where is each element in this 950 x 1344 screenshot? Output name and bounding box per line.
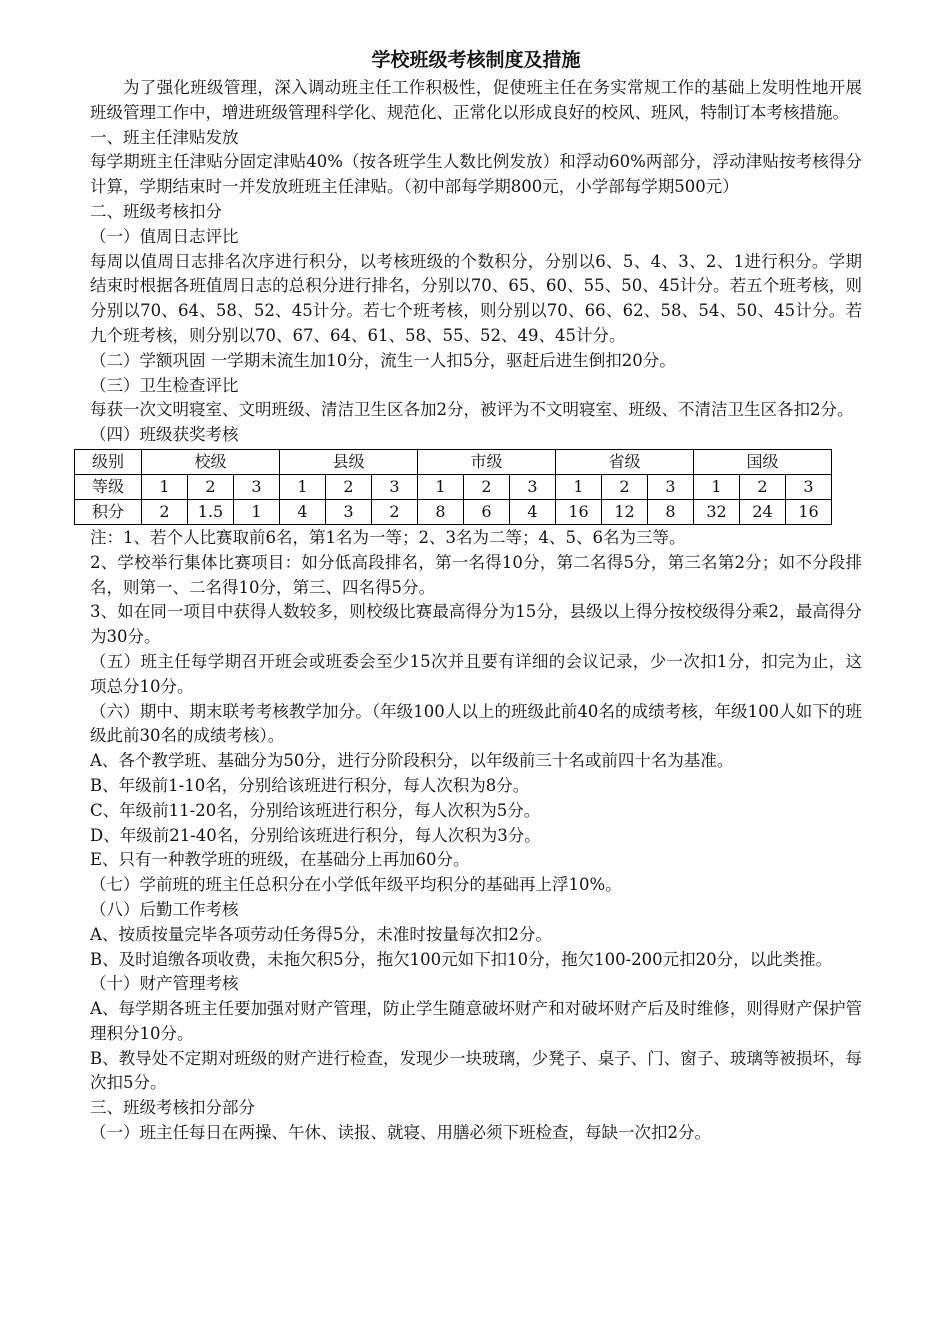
document-page [90,46,862,1146]
level-cell: 国级 [694,449,832,474]
section-2-7: （七）学前班的班主任总积分在小学低年级平均积分的基础再上浮10%。 [90,875,622,895]
grade-cell: 2 [464,474,510,499]
section-2-5: （五）班主任每学期召开班会或班委会至少15次并且要有详细的会议记录，少一次扣1分，扣完为止，这项总分10分。 [90,651,862,696]
grade-cell: 3 [786,474,832,499]
points-cell: 2 [142,499,188,524]
row-label-level: 级别 [75,449,142,474]
section-2-6: （六）期中、期末联考考核教学加分。（年级100人以上的班级此前40名的成绩考核，年级100人如下的班级此前30名的成绩考核）。 [90,701,862,746]
points-cell: 12 [602,499,648,524]
section-2-2: （二）学额巩固 一学期未流生加10分，流生一人扣5分，驱赶后进生倒扣20分。 [90,350,676,370]
document-title: 学校班级考核制度及措施 [371,49,581,71]
section-2-10-item-a: A、每学期各班主任要加强对财产管理，防止学生随意破坏财产和对破坏财产后及时维修，则得财产保护管理积分10分。 [90,999,862,1043]
section-2-8-item-b: B、及时追缴各项收费，未拖欠积5分，拖欠100元如下扣10分，拖欠100-200元扣20分，以此类推。 [90,949,833,969]
grade-cell: 3 [510,474,556,499]
grade-cell: 1 [142,474,188,499]
level-cell: 省级 [556,449,694,474]
level-cell: 县级 [280,449,418,474]
points-cell: 4 [280,499,326,524]
section-2-10-heading: （十）财产管理考核 [90,974,239,994]
grade-cell: 2 [326,474,372,499]
section-2-6-item-c: C、年级前11-20名，分别给该班进行积分，每人次积为5分。 [90,800,541,820]
grade-cell: 1 [556,474,602,499]
section-2-1-body: 每周以值周日志排名次序进行积分，以考核班级的个数积分，分别以6、5、4、3、2、1进行积分。学期结束时根据各班值周日志的总积分进行排名，分别以70、65、60、55、50、45计分。若五个班考核，则分别以70、64、58、52、45计分。若七个班考核，则分别以70、66、62、58、54、50、45计分。若九个班考核，则分别以70、67、64、61、58、55、52、49、45计分。 [90,251,862,345]
table-row-levels [75,449,832,474]
note-2: 2、学校举行集体比赛项目：如分低高段排名，第一名得10分，第二名得5分，第三名第2分；如不分段排名，则第一、二名得10分，第三、四名得5分。 [90,552,862,597]
points-cell: 8 [648,499,694,524]
section-1-body: 每学期班主任津贴分固定津贴40%（按各班学生人数比例发放）和浮动60%两部分，浮动津贴按考核得分计算，学期结束时一并发放班班主任津贴。（初中部每学期800元，小学部每学期500元） [90,152,862,197]
points-cell: 1.5 [188,499,234,524]
note-3: 3、如在同一项目中获得人数较多，则校级比赛最高得分为15分，县级以上得分按校级得分乘2，最高得分为30分。 [90,602,862,647]
intro-paragraph: 为了强化班级管理，深入调动班主任工作积极性，促使班主任在务实常规工作的基础上发明性地开展班级管理工作中，增进班级管理科学化、规范化、正常化以形成良好的校风、班风，特制订本考核措施。 [90,78,862,122]
table-row-grades [75,474,832,499]
level-cell: 市级 [418,449,556,474]
points-cell: 8 [418,499,464,524]
grade-cell: 2 [740,474,786,499]
table-row-points [75,499,832,524]
grade-cell: 3 [372,474,418,499]
section-2-3-body: 每获一次文明寝室、文明班级、清洁卫生区各加2分，被评为不文明寝室、班级、不清洁卫生区各扣2分。 [90,400,854,420]
section-2-8-item-a: A、按质按量完毕各项劳动任务得5分，未准时按量每次扣2分。 [90,924,552,944]
row-label-grade: 等级 [75,474,142,499]
section-3-1: （一）班主任每日在两操、午休、读报、就寝、用膳必须下班检查，每缺一次扣2分。 [90,1123,711,1143]
grade-cell: 3 [648,474,694,499]
grade-cell: 1 [418,474,464,499]
section-2-8-heading: （八）后勤工作考核 [90,899,239,919]
points-cell: 2 [372,499,418,524]
grade-cell: 3 [234,474,280,499]
grade-cell: 1 [694,474,740,499]
level-cell: 校级 [142,449,280,474]
section-2-1-heading: （一）值周日志评比 [90,226,239,246]
award-points-table [74,449,832,525]
points-cell: 6 [464,499,510,524]
section-2-10-item-b: B、教导处不定期对班级的财产进行检查，发现少一块玻璃，少凳子、桌子、门、窗子、玻璃等被损坏，每次扣5分。 [90,1048,862,1093]
section-2-3-heading: （三）卫生检查评比 [90,375,239,395]
points-cell: 1 [234,499,280,524]
note-1: 注：1、若个人比赛取前6名，第1名为一等；2、3名为二等；4、5、6名为三等。 [90,527,686,547]
points-cell: 3 [326,499,372,524]
section-3-heading: 三、班级考核扣分部分 [90,1098,255,1118]
points-cell: 16 [786,499,832,524]
section-2-6-item-b: B、年级前1-10名，分别给该班进行积分，每人次积为8分。 [90,775,530,795]
section-2-6-item-e: E、只有一种教学班的班级，在基础分上再加60分。 [90,850,470,870]
points-cell: 32 [694,499,740,524]
section-2-6-item-a: A、各个教学班、基础分为50分，进行分阶段积分，以年级前三十名或前四十名为基准。 [90,751,734,771]
grade-cell: 1 [280,474,326,499]
row-label-points: 积分 [75,499,142,524]
points-cell: 16 [556,499,602,524]
section-2-4-heading: （四）班级获奖考核 [90,425,239,445]
points-cell: 24 [740,499,786,524]
section-2-heading: 二、班级考核扣分 [90,201,222,221]
grade-cell: 2 [602,474,648,499]
points-cell: 4 [510,499,556,524]
section-2-6-item-d: D、年级前21-40名，分别给该班进行积分，每人次积为3分。 [90,825,541,845]
grade-cell: 2 [188,474,234,499]
section-1-heading: 一、班主任津贴发放 [90,127,239,147]
